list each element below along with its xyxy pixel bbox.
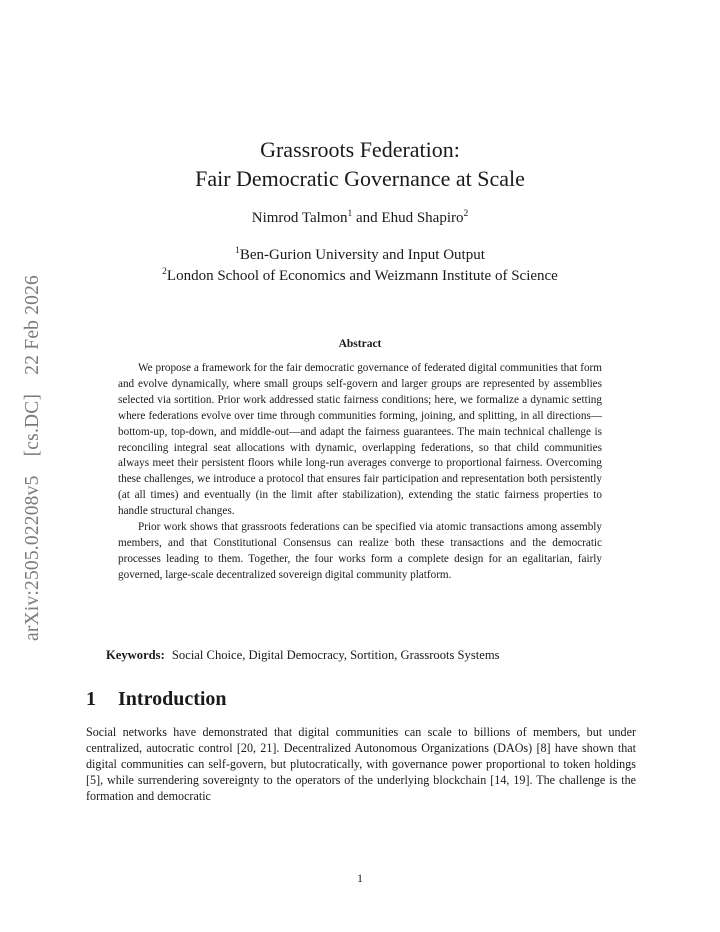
affiliations <box>0 245 720 287</box>
section-body <box>86 724 636 804</box>
affiliation-marker: 1 <box>347 209 353 219</box>
paper-title <box>0 135 720 193</box>
affiliation-line <box>0 266 720 287</box>
keywords <box>106 648 626 663</box>
title-line-2: Fair Democratic Governance at Scale <box>195 166 525 191</box>
body-paragraph: Social networks have demonstrated that digital communities can scale to billions of members, but under centralized, autocratic control [20, 21]. Decentralized Autonomous Organizations (DAOs) [8] have shown that digital communities can self-govern, but plutocratically, with governance power proportional to token holdings [5], while surrendering sovereignty to the operators of the underlying blockchain [14, 19]. The challenge is the formation and democratic <box>86 725 636 803</box>
keywords-value: Social Choice, Digital Democracy, Sortition, Grassroots Systems <box>171 648 500 662</box>
abstract-heading: Abstract <box>338 338 382 350</box>
affiliation-line <box>0 245 720 266</box>
affiliation-marker: 1 <box>235 246 240 256</box>
arxiv-date: 22 Feb 2026 <box>22 274 43 375</box>
section-number: 1 <box>86 688 96 710</box>
section-heading <box>86 688 227 711</box>
author-list <box>0 210 720 227</box>
affiliation-text: London School of Economics and Weizmann Institute of Science <box>166 268 558 284</box>
affiliation-marker: 2 <box>162 267 167 277</box>
keywords-label: Keywords: <box>106 648 165 662</box>
section-title: Introduction <box>118 688 227 710</box>
title-line-1: Grassroots Federation: <box>260 137 460 162</box>
arxiv-id: arXiv:2505.02208v5 <box>22 475 43 642</box>
author-name: Ehud Shapiro <box>381 210 464 226</box>
abstract-paragraph: We propose a framework for the fair democratic governance of federated digital communities that form and evolve dynamically, where small groups self-govern and larger groups are represented by assemblies selected via sortition. Prior work addressed static fairness conditions; here, we formalize a dynamic setting where federations evolve over time through communities forming, joining, and splitting, in all directions—bottom-up, top-down, and middle-out—and adapt the fairness guarantees. The main technical challenge is reconciling integral seat allocations with dynamic, overlapping federations, so that child communities always meet their persistent floors while long-run averages converge to proportional fairness. Overcoming these challenges, we introduce a protocol that ensures fair participation and representation both persistently (at all times) and eventually (in the limit after stabilization), extending the static fairness properties to handle structural changes. <box>118 362 602 518</box>
affiliation-text: Ben-Gurion University and Input Output <box>239 247 485 263</box>
author-conjunction: and <box>352 210 382 226</box>
arxiv-side-stamp <box>22 261 44 641</box>
abstract-body <box>118 361 602 584</box>
affiliation-marker: 2 <box>463 209 469 219</box>
author-name: Nimrod Talmon <box>251 210 348 226</box>
abstract-paragraph: Prior work shows that grassroots federations can be specified via atomic transactions among assembly members, and that Constitutional Consensus can realize both these transactions and the democratic processes leading to them. Together, the four works form a complete design for an egalitarian, fairly governed, large-scale decentralized sovereign digital community platform. <box>118 521 602 581</box>
arxiv-category: [cs.DC] <box>22 393 43 457</box>
page-number: 1 <box>357 871 363 885</box>
